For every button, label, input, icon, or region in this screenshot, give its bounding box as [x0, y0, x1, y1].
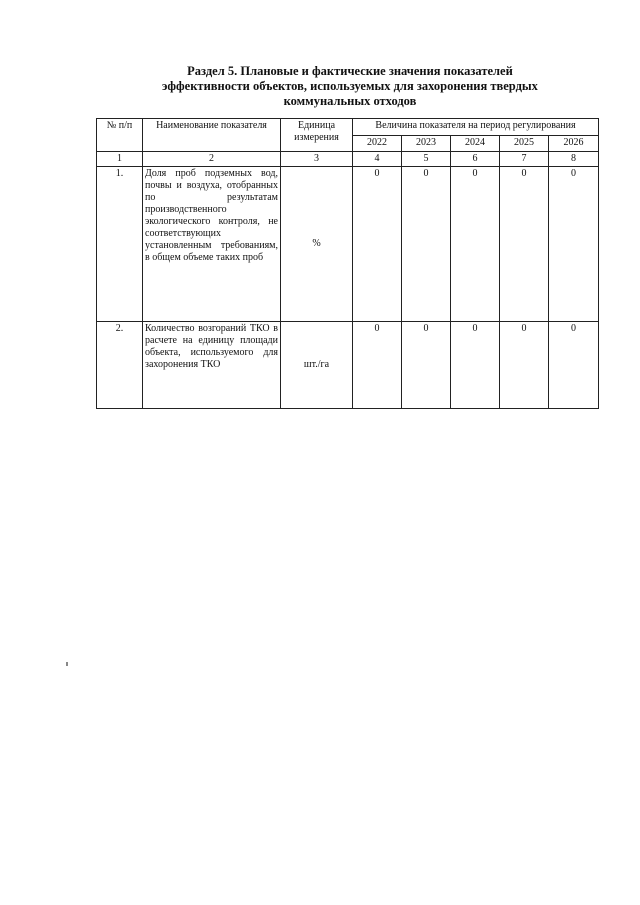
header-period: Величина показателя на период регулирования: [353, 119, 599, 136]
header-year: 2025: [500, 135, 549, 152]
scan-artifact: [66, 662, 68, 666]
row-number: 2.: [97, 322, 143, 409]
column-index-row: [97, 152, 599, 167]
column-index: 4: [353, 152, 402, 167]
value-cell: 0: [353, 322, 402, 409]
value-cell: 0: [500, 322, 549, 409]
title-line-1: Раздел 5. Плановые и фактические значения показателей: [187, 64, 513, 78]
title-line-2: эффективности объектов, используемых для захоронения твердых: [162, 79, 538, 93]
column-index: 6: [451, 152, 500, 167]
value-cell: 0: [549, 167, 599, 322]
value-cell: 0: [549, 322, 599, 409]
header-name: Наименование показателя: [143, 119, 281, 152]
header-row: [97, 119, 599, 136]
column-index: 8: [549, 152, 599, 167]
header-year: 2024: [451, 135, 500, 152]
table-row: [97, 167, 599, 322]
column-index: 2: [143, 152, 281, 167]
column-index: 3: [281, 152, 353, 167]
header-year: 2023: [402, 135, 451, 152]
header-year: 2022: [353, 135, 402, 152]
header-year: 2026: [549, 135, 599, 152]
indicator-name: Количество возгораний ТКО в расчете на единицу площади объекта, используемого для захоронения ТКО: [143, 322, 281, 409]
table-row: [97, 322, 599, 409]
column-index: 5: [402, 152, 451, 167]
value-cell: 0: [402, 322, 451, 409]
value-cell: 0: [353, 167, 402, 322]
value-cell: 0: [451, 322, 500, 409]
value-cell: 0: [402, 167, 451, 322]
header-num: № п/п: [97, 119, 143, 152]
column-index: 1: [97, 152, 143, 167]
value-cell: 0: [451, 167, 500, 322]
column-index: 7: [500, 152, 549, 167]
indicator-name: Доля проб подземных вод, почвы и воздуха, отобранных по результатам производственного экологического контроля, не соответствующих установленным требованиям, в общем объеме таких проб: [143, 167, 281, 322]
header-unit: Единица измерения: [281, 119, 353, 152]
row-number: 1.: [97, 167, 143, 322]
value-cell: 0: [500, 167, 549, 322]
page-title: [100, 64, 600, 109]
unit-cell: шт./га: [281, 322, 353, 409]
title-line-3: коммунальных отходов: [283, 94, 417, 108]
unit-cell: %: [281, 167, 353, 322]
indicators-table: [96, 118, 599, 409]
